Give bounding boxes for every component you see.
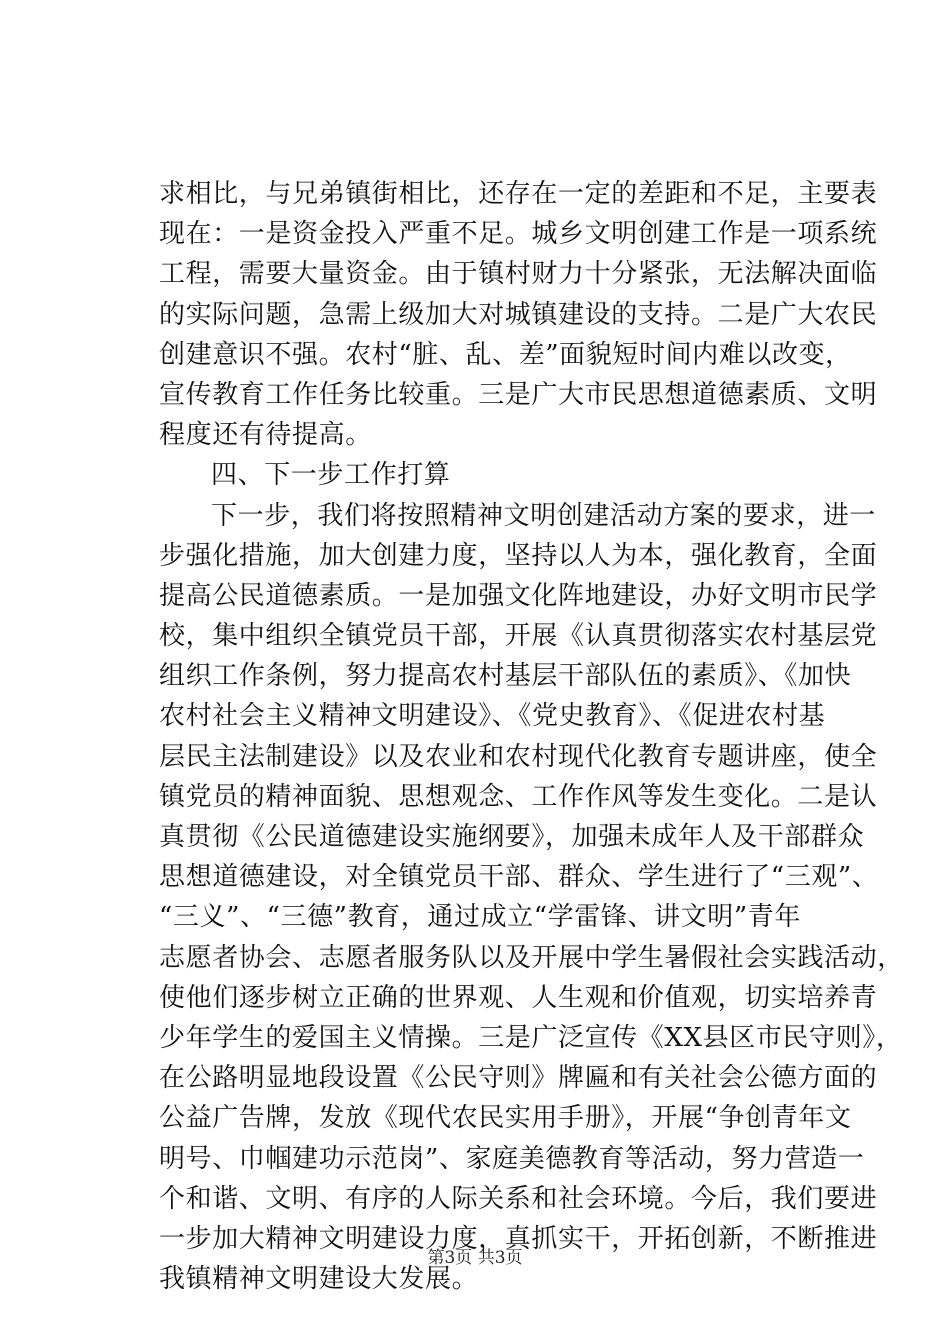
text-line: 组织工作条例，努力提高农村基层干部队伍的素质》、《加快 [159,661,852,692]
text-line: 层民主法制建设》以及农业和农村现代化教育专题讲座，使全 [159,741,878,772]
text-line: “三义”、“三德”教育，通过成立“学雷锋、讲文明”青年 [159,902,801,933]
text-line: 下一步，我们将按照精神文明创建活动方案的要求，进一 [211,500,877,531]
text-line: 使他们逐步树立正确的世界观、人生观和价值观，切实培养青 [159,982,878,1013]
text-line: 我镇精神文明建设大发展。 [159,1264,479,1295]
text-line: 个和谐、文明、有序的人际关系和社会环境。今后，我们要进 [159,1183,878,1214]
text-line: 的实际问题，急需上级加大对城镇建设的支持。二是广大农民 [159,299,878,330]
text-line: 镇党员的精神面貌、思想观念、工作作风等发生变化。二是认 [159,781,878,812]
text-line: 校，集中组织全镇党员干部，开展《认真贯彻落实农村基层党 [159,621,878,652]
text-line: 思想道德建设，对全镇党员干部、群众、学生进行了“三观”、 [159,862,879,893]
text-line: 创建意识不强。农村“脏、乱、差”面貌短时间内难以改变， [159,339,852,370]
text-line: 在公路明显地段设置《公民守则》牌匾和有关社会公德方面的 [159,1063,878,1094]
text-line: 求相比，与兄弟镇街相比，还存在一定的差距和不足，主要表 [159,179,878,209]
text-line: 明号、巾帼建功示范岗”、家庭美德教育等活动，努力营造一 [159,1143,865,1174]
text-line: 宣传教育工作任务比较重。三是广大市民思想道德素质、文明 [159,379,878,410]
page-number-footer: 第3页 共3页 [427,1248,523,1268]
text-line: 一步加大精神文明建设力度，真抓实干，开拓创新，不断推进 [159,1223,878,1254]
text-line: 步强化措施，加大创建力度，坚持以人为本，强化教育，全面 [159,540,878,571]
text-line: 公益广告牌，发放《现代农民实用手册》，开展“争创青年文 [159,1103,852,1134]
text-line: 志愿者协会、志愿者服务队以及开展中学生暑假社会实践活动， [159,942,904,973]
body-text [159,174,904,1299]
text-line: 工程，需要大量资金。由于镇村财力十分紧张，无法解决面临 [159,259,878,290]
text-line: 农村社会主义精神文明建设》、《党史教育》、《促进农村基 [159,701,826,732]
text-line: 真贯彻《公民道德建设实施纲要》，加强未成年人及干部群众 [159,822,865,852]
text-line: 程度还有待提高。 [159,420,372,451]
section-heading: 四、下一步工作打算 [211,460,451,491]
text-line: 少年学生的爱国主义情操。三是广泛宣传《XX县区市民守则》， [159,1022,903,1053]
text-line: 提高公民道德素质。一是加强文化阵地建设，办好文明市民学 [159,580,878,611]
text-line: 现在：一是资金投入严重不足。城乡文明创建工作是一项系统 [159,219,878,250]
